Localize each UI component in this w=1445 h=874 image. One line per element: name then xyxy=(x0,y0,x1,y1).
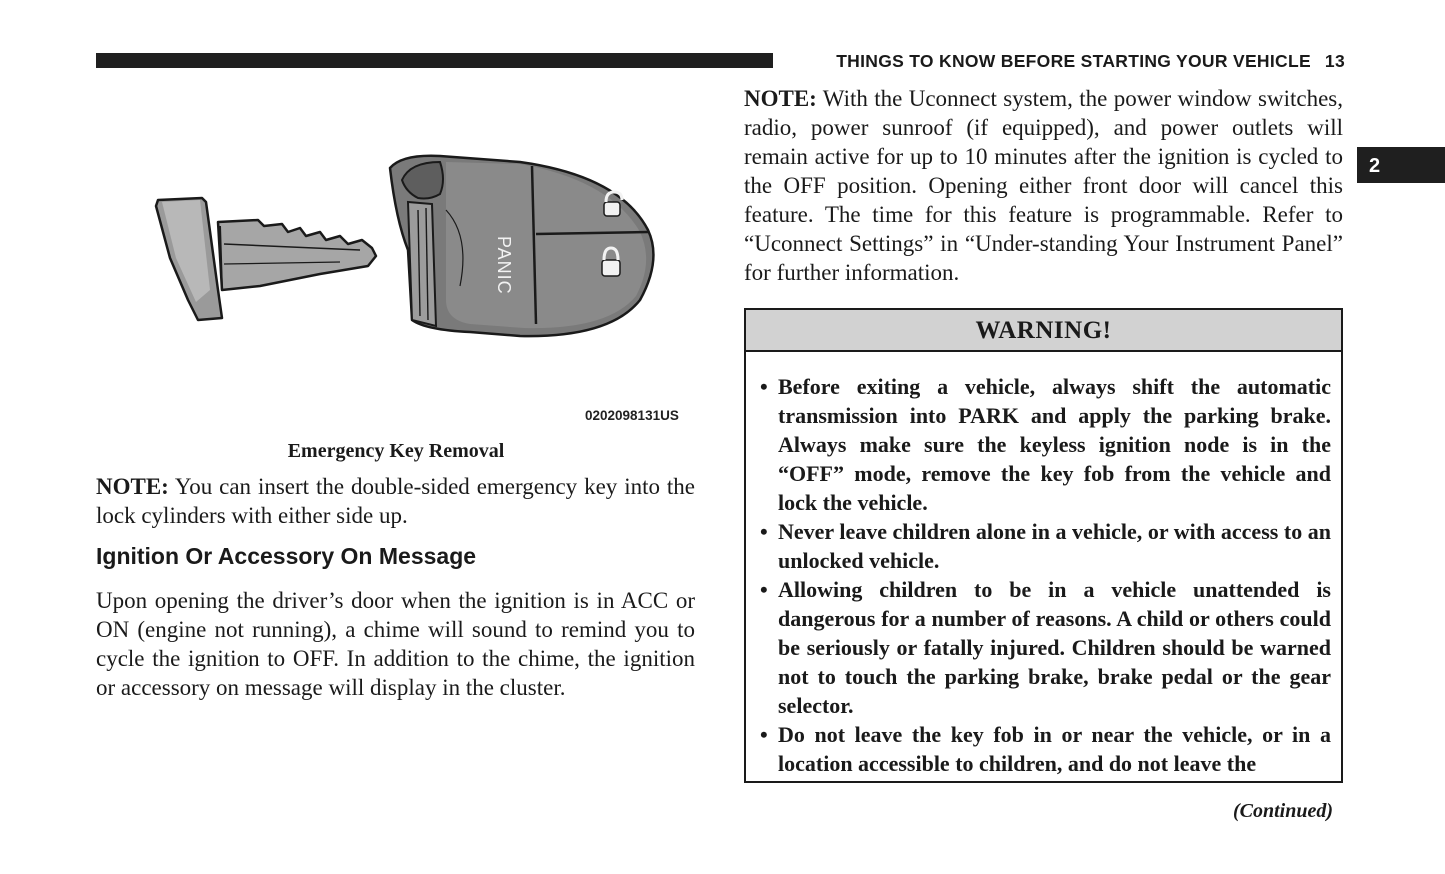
header-title: THINGS TO KNOW BEFORE STARTING YOUR VEHICLE xyxy=(836,51,1311,71)
warning-box xyxy=(744,308,1343,783)
warning-item: • Allowing children to be in a vehicle unattended is dangerous for a number of reasons. A child or others could be seriously or fatally injured. Children should be warned not to touch the parking brake, brake pedal or the gear selector. xyxy=(760,577,1331,718)
note-text: With the Uconnect system, the power window switches, radio, power sunroof (if equipped), and power outlets will remain active for up to 10 minutes after the ignition is cycled to the OFF position. Opening either front door will cancel this feature. The time for this feature is programmable. Refer to “Uconnect Settings” in “Under-standing Your Instrument Panel” for further information. xyxy=(744,86,1343,285)
running-header xyxy=(836,50,1345,72)
section-heading: Ignition Or Accessory On Message xyxy=(96,543,477,569)
note-label: NOTE: xyxy=(744,86,817,111)
note-text: You can insert the double-sided emergency key into the lock cylinders with either side up. xyxy=(96,474,695,528)
key-fob-icon xyxy=(390,156,653,336)
figure-code: 0202098131US xyxy=(585,408,679,423)
note-uconnect xyxy=(744,84,1343,287)
figure-caption: Emergency Key Removal xyxy=(287,440,505,462)
warning-item: • Do not leave the key fob in or near the vehicle, or in a location accessible to children, and do not leave the xyxy=(760,722,1331,776)
key-fob-illustration xyxy=(140,140,660,400)
warning-title: WARNING! xyxy=(746,310,1341,352)
header-rule xyxy=(96,53,773,68)
bullet-icon: • xyxy=(760,577,768,602)
page-number: 13 xyxy=(1324,51,1345,71)
emergency-key-icon xyxy=(156,198,376,320)
bullet-icon: • xyxy=(760,519,768,544)
warning-item: • Before exiting a vehicle, always shift the automatic transmission into PARK and apply the parking brake. Always make sure the keyless ignition node is in the “OFF” mode, remove the key fob from the vehicle and lock the vehicle. xyxy=(760,374,1331,515)
note-emergency-key xyxy=(96,472,695,530)
chapter-tab: 2 xyxy=(1357,147,1445,183)
continued-label: (Continued) xyxy=(1232,800,1333,822)
bullet-icon: • xyxy=(760,722,768,747)
bullet-icon: • xyxy=(760,374,768,399)
body-paragraph: Upon opening the driver’s door when the ignition is in ACC or ON (engine not running), a chime will sound to remind you to cycle the ignition to OFF. In addition to the chime, the ignition or accessory on message will display in the cluster. xyxy=(96,588,695,700)
note-label: NOTE: xyxy=(96,474,169,499)
warning-item: • Never leave children alone in a vehicle, or with access to an unlocked vehicle. xyxy=(760,519,1331,573)
warning-list xyxy=(746,352,1341,778)
panic-button-label: PANIC xyxy=(494,236,514,295)
